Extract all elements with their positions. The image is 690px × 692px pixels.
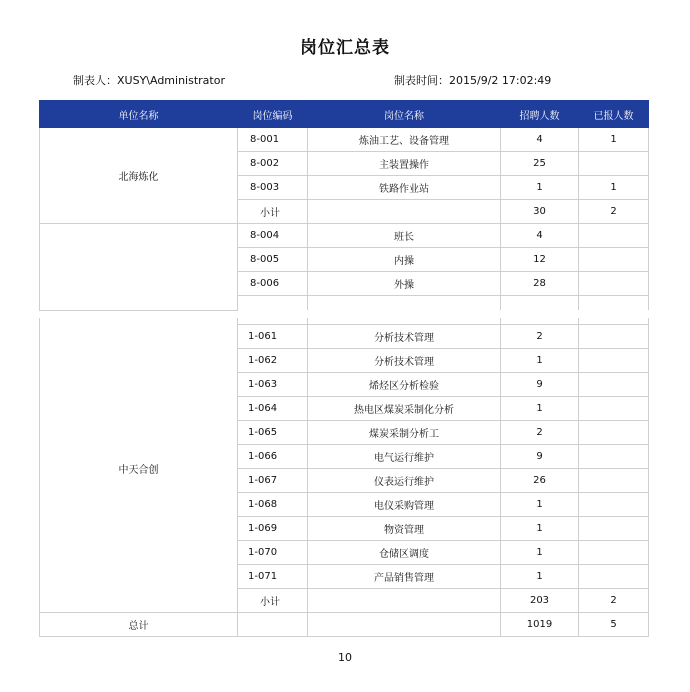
code-cell: 8-003 <box>238 176 308 200</box>
position-name-cell: 电气运行维护 <box>308 445 501 469</box>
code-cell: 1-063 <box>238 373 308 397</box>
position-name-cell: 班长 <box>308 224 501 248</box>
code-cell: 1-065 <box>238 421 308 445</box>
reported-cell <box>579 248 649 272</box>
header-position-name: 岗位名称 <box>308 101 501 128</box>
position-name-cell: 物资管理 <box>308 517 501 541</box>
recruit-cell: 2 <box>501 421 579 445</box>
position-summary-table-top <box>39 100 649 311</box>
subtotal-recruit: 30 <box>501 200 579 224</box>
recruit-cell: 4 <box>501 224 579 248</box>
recruit-cell: 4 <box>501 128 579 152</box>
recruit-cell: 1 <box>501 349 579 373</box>
recruit-cell: 1 <box>501 565 579 589</box>
recruit-cell: 1 <box>501 493 579 517</box>
position-name-cell: 主装置操作 <box>308 152 501 176</box>
recruit-cell: 9 <box>501 373 579 397</box>
position-name-cell: 分析技术管理 <box>308 349 501 373</box>
preparer-label: 制表人：XUSY\Administrator <box>73 74 225 87</box>
position-name-cell: 仓储区调度 <box>308 541 501 565</box>
reported-cell <box>579 272 649 296</box>
position-name-cell: 炼油工艺、设备管理 <box>308 128 501 152</box>
position-name-cell: 热电区煤炭采制化分析 <box>308 397 501 421</box>
unit-cell: 中天合创 <box>40 325 238 613</box>
unit-cell <box>40 224 238 311</box>
position-name-cell: 电仪采购管理 <box>308 493 501 517</box>
code-cell: 1-062 <box>238 349 308 373</box>
reported-cell <box>579 541 649 565</box>
reported-cell <box>579 445 649 469</box>
recruit-cell: 25 <box>501 152 579 176</box>
table-row <box>40 224 649 248</box>
page-number: 10 <box>338 651 352 664</box>
recruit-cell: 1 <box>501 541 579 565</box>
made-time-label: 制表时间：2015/9/2 17:02:49 <box>394 74 552 87</box>
table-row <box>40 325 649 349</box>
position-name-cell: 外操 <box>308 272 501 296</box>
code-cell: 8-005 <box>238 248 308 272</box>
empty-cell <box>308 589 501 613</box>
position-name-cell: 分析技术管理 <box>308 325 501 349</box>
reported-cell <box>579 224 649 248</box>
unit-cell: 北海炼化 <box>40 128 238 224</box>
header-unit-name: 单位名称 <box>40 101 238 128</box>
table-row <box>40 128 649 152</box>
position-name-cell: 铁路作业站 <box>308 176 501 200</box>
position-name-cell: 煤炭采制分析工 <box>308 421 501 445</box>
reported-cell: 1 <box>579 128 649 152</box>
reported-cell <box>579 325 649 349</box>
code-cell: 1-064 <box>238 397 308 421</box>
code-cell: 8-001 <box>238 128 308 152</box>
empty-cell <box>308 200 501 224</box>
reported-cell <box>579 493 649 517</box>
subtotal-label: 小计 <box>238 589 308 613</box>
empty-cell <box>238 613 308 637</box>
recruit-cell: 1 <box>501 517 579 541</box>
recruit-cell: 9 <box>501 445 579 469</box>
position-name-cell: 内操 <box>308 248 501 272</box>
total-reported: 5 <box>579 613 649 637</box>
reported-cell <box>579 373 649 397</box>
reported-cell <box>579 517 649 541</box>
recruit-cell: 28 <box>501 272 579 296</box>
header-reported-count: 已报人数 <box>579 101 649 128</box>
total-label: 总计 <box>40 613 238 637</box>
code-cell: 1-070 <box>238 541 308 565</box>
code-cell: 1-069 <box>238 517 308 541</box>
recruit-cell: 1 <box>501 397 579 421</box>
reported-cell: 1 <box>579 176 649 200</box>
reported-cell <box>579 152 649 176</box>
code-cell: 8-002 <box>238 152 308 176</box>
reported-cell <box>579 349 649 373</box>
code-cell: 8-006 <box>238 272 308 296</box>
subtotal-label: 小计 <box>238 200 308 224</box>
code-cell: 1-067 <box>238 469 308 493</box>
report-title: 岗位汇总表 <box>300 38 390 58</box>
position-name-cell: 烯烃区分析检验 <box>308 373 501 397</box>
code-cell: 1-068 <box>238 493 308 517</box>
header-position-code: 岗位编码 <box>238 101 308 128</box>
subtotal-reported: 2 <box>579 200 649 224</box>
table-header-row <box>40 101 649 128</box>
reported-cell <box>579 397 649 421</box>
reported-cell <box>579 469 649 493</box>
recruit-cell: 1 <box>501 176 579 200</box>
recruit-cell: 26 <box>501 469 579 493</box>
code-cell: 1-071 <box>238 565 308 589</box>
code-cell: 1-061 <box>238 325 308 349</box>
subtotal-recruit: 203 <box>501 589 579 613</box>
reported-cell <box>579 565 649 589</box>
position-name-cell: 仪表运行维护 <box>308 469 501 493</box>
header-recruit-count: 招聘人数 <box>501 101 579 128</box>
recruit-cell: 12 <box>501 248 579 272</box>
total-recruit: 1019 <box>501 613 579 637</box>
empty-cell <box>308 613 501 637</box>
position-name-cell: 产品销售管理 <box>308 565 501 589</box>
subtotal-reported: 2 <box>579 589 649 613</box>
position-summary-table-bottom <box>39 318 649 637</box>
code-cell: 8-004 <box>238 224 308 248</box>
code-cell: 1-066 <box>238 445 308 469</box>
reported-cell <box>579 421 649 445</box>
recruit-cell: 2 <box>501 325 579 349</box>
total-row <box>40 613 649 637</box>
